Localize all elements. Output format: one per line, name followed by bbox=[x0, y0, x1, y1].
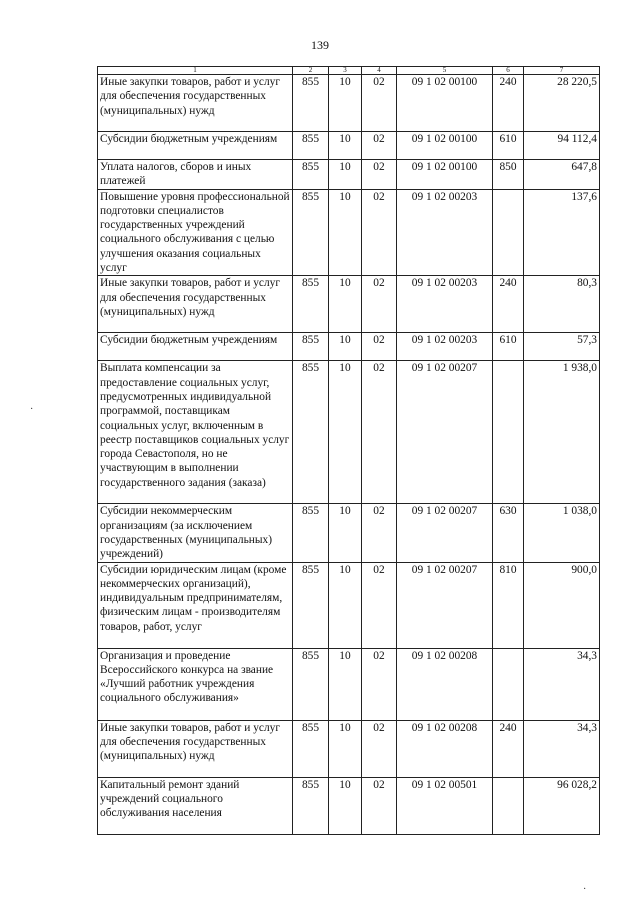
target-article-code: 09 1 02 00203 bbox=[397, 333, 493, 361]
target-article-code: 09 1 02 00207 bbox=[397, 562, 493, 648]
amount: 57,3 bbox=[524, 333, 600, 361]
expense-type-code: 240 bbox=[493, 276, 524, 333]
subsection-code: 02 bbox=[362, 189, 397, 276]
expense-type-code: 240 bbox=[493, 75, 524, 132]
subsection-code: 02 bbox=[362, 361, 397, 504]
section-code: 10 bbox=[329, 720, 362, 777]
row-name: Иные закупки товаров, работ и услуг для обеспечения государственных (муниципальных) нужд bbox=[98, 75, 293, 132]
amount: 900,0 bbox=[524, 562, 600, 648]
section-code: 10 bbox=[329, 132, 362, 160]
table-row bbox=[98, 562, 600, 648]
section-code: 10 bbox=[329, 504, 362, 562]
expense-type-code: 610 bbox=[493, 333, 524, 361]
amount: 28 220,5 bbox=[524, 75, 600, 132]
grbs-code: 855 bbox=[293, 333, 329, 361]
grbs-code: 855 bbox=[293, 276, 329, 333]
grbs-code: 855 bbox=[293, 189, 329, 276]
target-article-code: 09 1 02 00207 bbox=[397, 361, 493, 504]
amount: 34,3 bbox=[524, 720, 600, 777]
target-article-code: 09 1 02 00203 bbox=[397, 276, 493, 333]
expense-type-code: 240 bbox=[493, 720, 524, 777]
subsection-code: 02 bbox=[362, 132, 397, 160]
column-number: 1 bbox=[98, 67, 293, 75]
section-code: 10 bbox=[329, 160, 362, 190]
table-row bbox=[98, 333, 600, 361]
amount: 137,6 bbox=[524, 189, 600, 276]
row-name: Повышение уровня профессиональной подготовки специалистов государственных учреждений социального обслуживания с целью улучшения оказания социальных услуг bbox=[98, 189, 293, 276]
target-article-code: 09 1 02 00203 bbox=[397, 189, 493, 276]
target-article-code: 09 1 02 00100 bbox=[397, 75, 493, 132]
grbs-code: 855 bbox=[293, 160, 329, 190]
column-number: 3 bbox=[329, 67, 362, 75]
row-name: Выплата компенсации за предоставление социальных услуг, предусмотренных индивидуальной программой, поставщикам социальных услуг, включенным в реестр поставщиков социальных услуг города Севастополя, но не участвующим в выполнении государственного задания (заказа) bbox=[98, 361, 293, 504]
amount: 647,8 bbox=[524, 160, 600, 190]
grbs-code: 855 bbox=[293, 504, 329, 562]
subsection-code: 02 bbox=[362, 333, 397, 361]
amount: 96 028,2 bbox=[524, 777, 600, 834]
expense-type-code bbox=[493, 361, 524, 504]
column-number: 2 bbox=[293, 67, 329, 75]
amount: 80,3 bbox=[524, 276, 600, 333]
grbs-code: 855 bbox=[293, 777, 329, 834]
table-body bbox=[98, 75, 600, 835]
grbs-code: 855 bbox=[293, 132, 329, 160]
column-number-row bbox=[98, 67, 600, 75]
grbs-code: 855 bbox=[293, 75, 329, 132]
subsection-code: 02 bbox=[362, 720, 397, 777]
section-code: 10 bbox=[329, 562, 362, 648]
target-article-code: 09 1 02 00100 bbox=[397, 160, 493, 190]
grbs-code: 855 bbox=[293, 361, 329, 504]
row-name: Субсидии бюджетным учреждениям bbox=[98, 333, 293, 361]
row-name: Капитальный ремонт зданий учреждений социального обслуживания населения bbox=[98, 777, 293, 834]
row-name: Субсидии юридическим лицам (кроме некоммерческих организаций), индивидуальным предпринимателям, физическим лицам - производителям товаров, работ, услуг bbox=[98, 562, 293, 648]
expense-type-code: 610 bbox=[493, 132, 524, 160]
table-row bbox=[98, 777, 600, 834]
grbs-code: 855 bbox=[293, 720, 329, 777]
expense-type-code bbox=[493, 777, 524, 834]
section-code: 10 bbox=[329, 75, 362, 132]
page-number: 139 bbox=[311, 38, 329, 52]
subsection-code: 02 bbox=[362, 504, 397, 562]
subsection-code: 02 bbox=[362, 75, 397, 132]
expense-type-code: 810 bbox=[493, 562, 524, 648]
row-name: Уплата налогов, сборов и иных платежей bbox=[98, 160, 293, 190]
subsection-code: 02 bbox=[362, 777, 397, 834]
subsection-code: 02 bbox=[362, 648, 397, 720]
target-article-code: 09 1 02 00208 bbox=[397, 720, 493, 777]
target-article-code: 09 1 02 00207 bbox=[397, 504, 493, 562]
subsection-code: 02 bbox=[362, 160, 397, 190]
expense-type-code bbox=[493, 189, 524, 276]
column-number: 7 bbox=[524, 67, 600, 75]
subsection-code: 02 bbox=[362, 562, 397, 648]
expense-type-code: 630 bbox=[493, 504, 524, 562]
row-name: Иные закупки товаров, работ и услуг для обеспечения государственных (муниципальных) нужд bbox=[98, 276, 293, 333]
subsection-code: 02 bbox=[362, 276, 397, 333]
row-name: Иные закупки товаров, работ и услуг для обеспечения государственных (муниципальных) нужд bbox=[98, 720, 293, 777]
column-number: 5 bbox=[397, 67, 493, 75]
amount: 1 038,0 bbox=[524, 504, 600, 562]
section-code: 10 bbox=[329, 276, 362, 333]
section-code: 10 bbox=[329, 648, 362, 720]
target-article-code: 09 1 02 00100 bbox=[397, 132, 493, 160]
expense-type-code bbox=[493, 648, 524, 720]
row-name: Субсидии бюджетным учреждениям bbox=[98, 132, 293, 160]
table-row bbox=[98, 189, 600, 276]
table-row bbox=[98, 132, 600, 160]
budget-table bbox=[97, 66, 600, 835]
row-name: Организация и проведение Всероссийского конкурса на звание «Лучший работник учреждения социального обслуживания» bbox=[98, 648, 293, 720]
table-row bbox=[98, 160, 600, 190]
target-article-code: 09 1 02 00208 bbox=[397, 648, 493, 720]
section-code: 10 bbox=[329, 777, 362, 834]
section-code: 10 bbox=[329, 361, 362, 504]
scan-speck: · bbox=[583, 884, 587, 895]
table-row bbox=[98, 276, 600, 333]
expense-type-code: 850 bbox=[493, 160, 524, 190]
grbs-code: 855 bbox=[293, 648, 329, 720]
column-number: 4 bbox=[362, 67, 397, 75]
table-row bbox=[98, 75, 600, 132]
column-number: 6 bbox=[493, 67, 524, 75]
section-code: 10 bbox=[329, 189, 362, 276]
amount: 94 112,4 bbox=[524, 132, 600, 160]
table-row bbox=[98, 361, 600, 504]
section-code: 10 bbox=[329, 333, 362, 361]
table-row bbox=[98, 504, 600, 562]
grbs-code: 855 bbox=[293, 562, 329, 648]
table-row bbox=[98, 648, 600, 720]
scan-speck: · bbox=[30, 404, 34, 415]
table-row bbox=[98, 720, 600, 777]
target-article-code: 09 1 02 00501 bbox=[397, 777, 493, 834]
amount: 1 938,0 bbox=[524, 361, 600, 504]
row-name: Субсидии некоммерческим организациям (за исключением государственных (муниципальных) учреждений) bbox=[98, 504, 293, 562]
amount: 34,3 bbox=[524, 648, 600, 720]
